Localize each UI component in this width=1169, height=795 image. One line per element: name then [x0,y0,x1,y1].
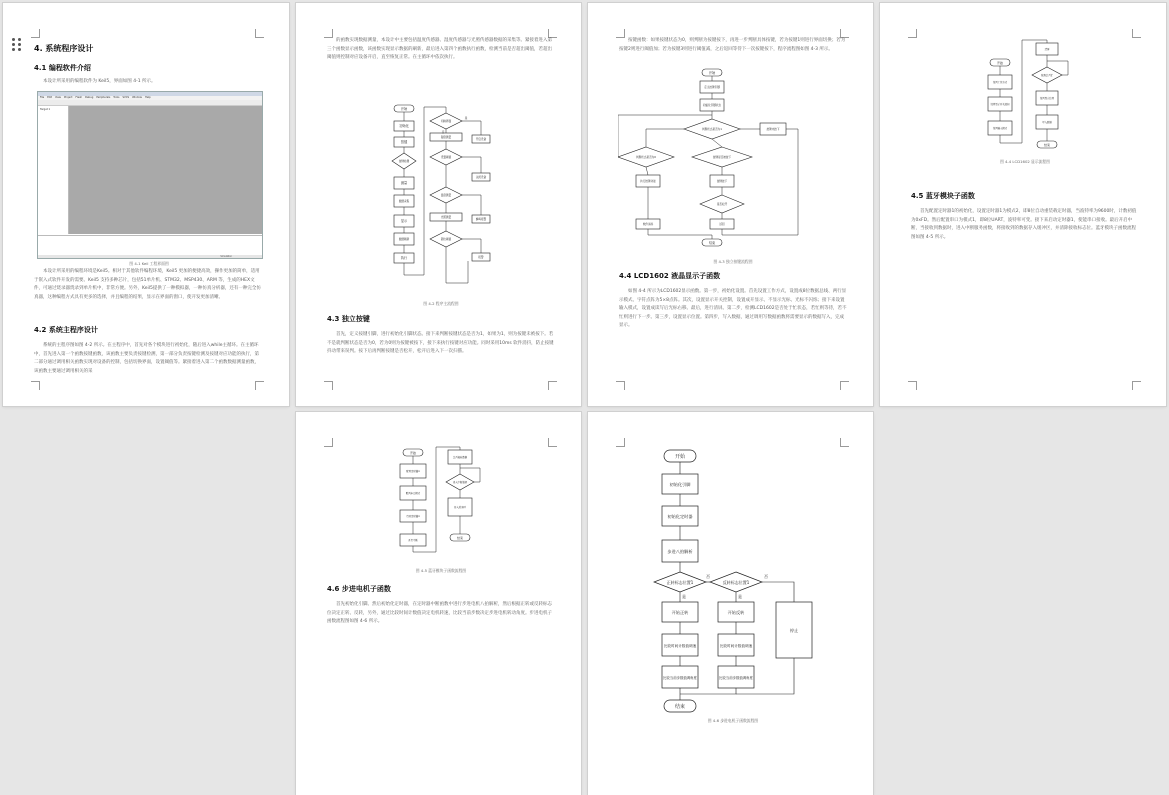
flow-box-label: 比较当前步数值调角度 [663,676,697,680]
document-page-4 [880,3,1166,406]
flow-box-label: 设置工作方式 [992,81,1008,84]
flow-box-label: 显示 [400,219,408,223]
paragraph: 的函数实现数据测量，本设计中主要包括温度传感器、湿度传感器与光照传感器数据的采集等。紧接着进入第三个函数显示函数，该函数实现显示数据的刷新，最后进入第四个函数执行函数，检测当前是否超出阈值，若超出阈值则控制对应设备开启，直至恢复正常。在主循环中依次执行。 [327,38,552,61]
stepper-motor-flowchart [644,444,824,724]
flow-decision-label: 设置阈值 [440,156,452,159]
flow-box-label: 是否接收数据 [452,456,468,459]
flow-decision-label: 按键检测 [398,160,410,163]
flow-box-label: 执行按键功能 [640,180,656,183]
margin-marker [255,29,264,38]
ide-menu-item: Help [144,96,151,99]
document-page-5 [296,412,581,795]
margin-marker [31,29,40,38]
ide-menu-item: Peripherals [96,96,111,99]
margin-marker [908,381,917,390]
flow-decision-label: 超出阈值 [440,238,452,241]
paragraph: 按键函数：如果按键状态为0，则判断为按键按下，再进一步判断具体按键，若为按键1则进行界面切换；若为按键2则进行阈值加；若为按键3则进行阈值减，之后返回等待下一次按键按下，程序流程图如图 4-3 所示。 [619,38,846,52]
margin-marker [1132,29,1141,38]
flow-box-label: 按键未按下 [766,128,780,131]
flow-box-label: 初始化引脚状态 [702,104,722,107]
flow-no-label: 否 [764,574,768,579]
flow-box-label: 清屏 [1044,48,1050,51]
flow-start-label: 开始 [708,71,716,75]
margin-marker [840,381,849,390]
ide-menu-item: View [55,96,61,99]
flow-start-label: 开始 [409,451,417,455]
flow-box-label: 设置显示开关控制 [990,103,1010,106]
flow-box-label: 湿度测量 [440,136,452,139]
flow-end-label: 结束 [456,536,464,540]
flow-box-label: 关闭设备 [475,176,487,179]
flow-box-label: 返回 [719,223,725,226]
flow-decision-label: 是否松开 [716,203,728,206]
flow-box-label: 停止 [789,628,799,633]
flow-box-label: 开始正转 [671,610,689,615]
flow-box-label: 开始反转 [727,610,745,615]
heading-4-1: 4.1 编程软件介绍 [34,64,91,72]
document-page-2 [296,3,581,406]
margin-marker [616,438,625,447]
flow-box-label: 数据刷新 [398,238,410,241]
figure-caption: 图 4-5 蓝牙模块子函数流程图 [415,568,467,573]
flow-yes-label: 是 [738,594,742,599]
ide-menu-item: Debug [85,96,94,99]
flow-box-label: 设置显示位置 [1039,97,1055,100]
flow-box-label: 步进八拍解析 [667,549,693,554]
flow-box-label: 启动定时器1 [406,515,420,518]
ide-menu-item: Flash [75,96,83,99]
flow-decision-label: 反转标志位置1 [722,580,750,585]
flow-end-label: 结束 [674,704,686,710]
ide-menu-item: File [40,96,45,99]
ide-menu-item: Project [63,96,73,99]
flow-box-label: 写入数据 [1042,121,1052,124]
flow-box-label: 初始化定时器 [667,514,693,519]
paragraph: 首先，定义按键引脚，进行初始化引脚状态。接下来判断按键状态是否为1，如果为1，则为按键未被按下。若不是就判断状态是否为0，若为0则为按键被按下，接下来执行按键对应功能。同时采用10ms 软件消抖，防止按键抖动带来误判。按下后再判断按键是否松开，松开后进入下一次扫描。 [327,332,554,355]
flow-yes-label: 是 [464,117,468,120]
paragraph: 系统的主程序图如图 4-2 所示。在主程序中，首先对各个模块进行初始化，随后进入while主循环。在主循环中，首先进入第一个函数按键函数，该函数主要负责按键检测，第一部分负责按键检测及按键对应功能的执行，第二部分通过调用相关函数实现对设备的控制，包括切换界面，设置阈值等。紧接着进入第二个函数数据测量函数，该函数主要通过调用相关的采 [34,343,259,374]
key-flowchart [618,67,808,257]
flow-decision-label: 温度测量 [440,194,452,197]
flow-decision-label: 判断状态是否为0 [636,156,656,159]
margin-marker [324,381,333,390]
flow-box-label: 报警 [478,256,484,259]
flow-box-label: 按键按下 [716,180,728,183]
ide-output-window [38,235,262,254]
flow-box-label: 初始化引脚 [669,482,691,487]
keil-ide-screenshot [37,91,263,259]
document-page-3 [588,3,873,406]
figure-caption: 图 4-3 独立按键流程图 [713,259,753,264]
flow-start-label: 开始 [400,107,408,111]
paragraph: 本设计所采用的编程软件为 Keil5，界面如图 4-1 所示。 [43,79,156,84]
flow-start-label: 开始 [996,61,1004,65]
bluetooth-flowchart [396,446,486,566]
flow-box-label: 比较时间计数值调速 [663,644,697,648]
flow-no-label: 否 [706,574,710,579]
main-program-flowchart [386,103,496,293]
flow-box-label: 软件消抖 [642,223,654,226]
figure-caption: 图 4-2 程序主流程图 [423,301,459,306]
paragraph: 如图 4-4 所示为LCD1602显示函数。第一步，初始化设置。首先设置工作方式，设置成8位数据总线、两行显示模式、字符点阵为5×8点阵。其次，设置显示开关控制，设置成开显示、不显示光标、光标不闪烁；接下来设置输入模式，设置成读写后光标右移。最后，进行清屏。第二步，检测LCD1602是否处于忙状态，若忙则等待，若不忙则进行下一步。第三步，设置显示位置。第四步，写入数据，通过调用写数据函数将需要显示的数据写入，完成显示。 [619,289,847,329]
flow-decision-label: 检测是否忙 [1041,74,1053,77]
flow-box-label: 存入缓冲区 [454,506,466,509]
flow-box-label: 光照测量 [440,216,452,219]
flow-box-label: 开启中断 [408,539,418,542]
margin-marker [840,438,849,447]
heading-4: 4. 系统程序设计 [34,44,94,53]
ide-tree-item: Target 1 [40,108,51,111]
paragraph: 首先配置定时器1的初始化，设置定时器1为模式2，即8位自动重装载定时器，当波特率为9600时，计数初值为0xFD。然后配置串口为模式1，即8位UART，波特率可变。接下来启动定时器1，使能串口接收。最后开启中断，当接收到数据时，进入中断服务函数，将接收到的数据存入缓冲区，并清除接收标志位。蓝牙模块子函数流程图如图 4-5 所示。 [911,209,1137,240]
flow-box-label: 定义按键引脚 [704,86,720,89]
flow-decision-label: 按键是否被按下 [712,156,732,159]
flow-end-label: 结束 [708,241,716,245]
ide-project-tree [38,106,69,234]
flow-no-label: 否 [441,131,445,134]
flow-box-label: 初始化 [399,124,409,128]
figure-caption: 图 4-1 Keil 工程界面图 [129,261,169,266]
flow-box-label: 开启设备 [475,138,487,141]
ide-menu-item: Edit [47,96,53,99]
flow-box-label: 比较时间计数值调速 [719,644,753,648]
flow-box-label: 执行 [400,256,408,260]
ide-menu-item: Window [132,96,142,99]
margin-marker [908,29,917,38]
flow-box-label: 按键 [400,140,408,144]
flow-decision-label: 切换界面 [440,120,452,123]
flow-decision-label: 判断状态是否为1 [702,128,722,131]
margin-marker [324,438,333,447]
flow-box-label: 比较当前步数值调角度 [719,676,753,680]
navigation-pane-icon[interactable] [12,38,24,52]
flow-box-label: 设置输入模式 [992,127,1008,130]
lcd1602-flowchart [984,39,1074,159]
heading-4-3: 4.3 独立按键 [327,315,370,323]
margin-marker [548,438,557,447]
flow-box-label: 配置定时器1 [406,470,420,473]
flow-box-label: 测量 [400,181,408,185]
ide-statusbar [38,255,262,258]
paragraph: 本设计所采用的编程环境是Keil5。相对于其他软件编程环境，Keil5 更加的便捷高效，操作更加的简单，适用于嵌入式软件开发的需要。Keil5 支持多种芯片，包括51单片机、STM32、MSP430、ARM 等，生成的HEX文件，可通过烧录器烧录到单片机中，非常方便。另外，Keil5提供了一种模拟器，一种仿真分析器，还有一种完全仿真器，这种编程方式具有更多的选择，并且编程的结果，显示在界面的窗口，使开发更加清晰。 [34,269,261,300]
flow-box-label: 配置串口模式 [405,492,421,495]
figure-caption: 图 4-4 LCD1602 显示流程图 [1000,159,1050,164]
flow-end-label: 结束 [1043,143,1051,147]
ide-editor-area [69,106,262,234]
flow-box-label: 蜂鸣报警 [475,218,487,221]
margin-marker [616,381,625,390]
heading-4-5: 4.5 蓝牙模块子函数 [911,192,975,200]
ide-menu-item: SVCS [122,96,130,99]
heading-4-2: 4.2 系统主程序设计 [34,326,98,334]
flow-start-label: 开始 [674,454,686,460]
flow-decision-label: 进入中断服务 [452,481,468,484]
document-page-6 [588,412,873,795]
flow-decision-label: 正转标志位置1 [666,580,694,585]
flow-box-label: 数据采集 [398,200,410,203]
ide-status-text: Simulation [220,255,232,258]
flow-yes-label: 是 [682,594,686,599]
margin-marker [548,381,557,390]
paragraph: 首先初始化引脚。然后初始化定时器，在定时器中断函数中进行步进电机八拍解析，然后根据正转或反转标志位决定正转、反转，另外，通过比较时间计数值决定电机转速，比较当前步数决定步进电机转动角度。步进电机子函数流程图如图 4-6 所示。 [327,602,552,625]
margin-marker [255,381,264,390]
document-page-1 [3,3,289,406]
heading-4-4: 4.4 LCD1602 液晶显示子函数 [619,272,721,280]
figure-caption: 图 4-6 步进电机子函数流程图 [707,718,759,723]
ide-menu-item: Tools [113,96,120,99]
margin-marker [1132,381,1141,390]
heading-4-6: 4.6 步进电机子函数 [327,585,391,593]
margin-marker [31,381,40,390]
